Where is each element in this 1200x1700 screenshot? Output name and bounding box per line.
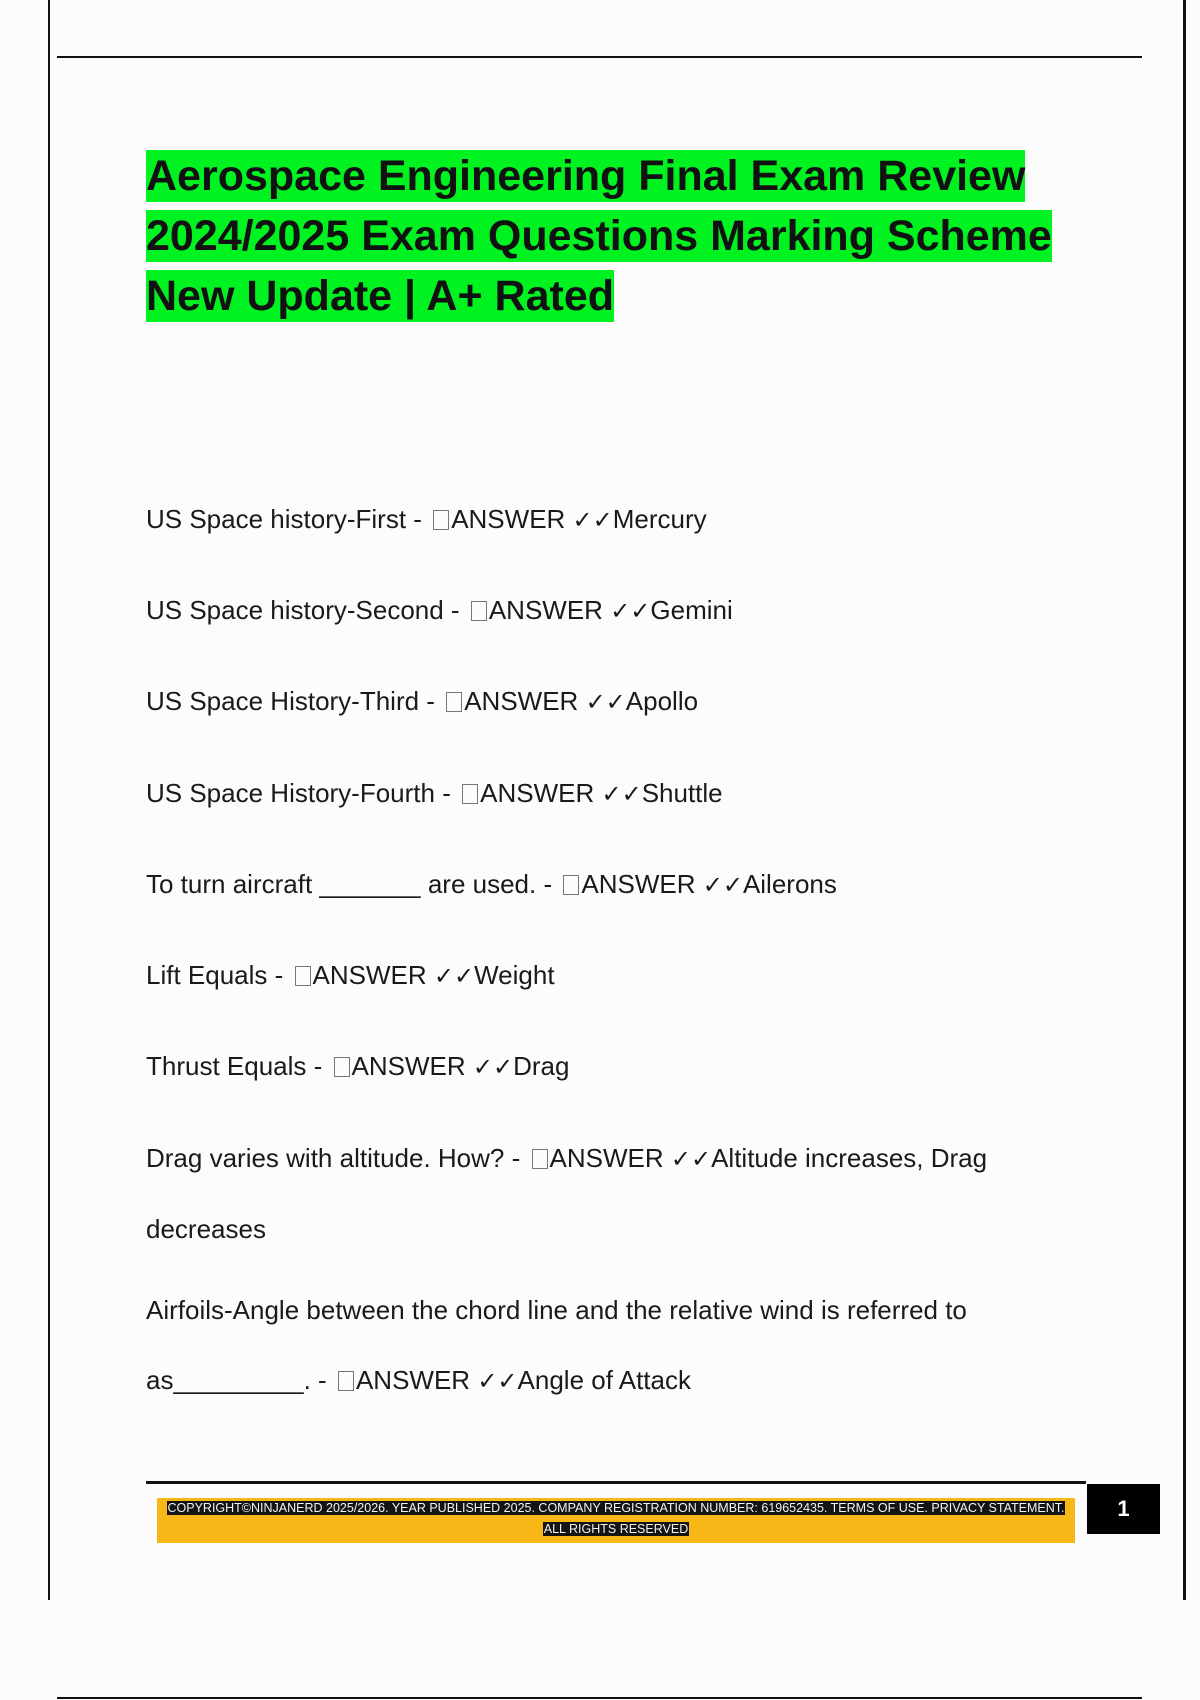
qa-item-8 — [146, 1123, 1086, 1264]
qa-item-3 — [146, 666, 1086, 737]
checkbox-icon — [532, 1149, 548, 1169]
answer-text: Altitude increases, Drag decreases — [146, 1143, 988, 1244]
page-number: 1 — [1087, 1484, 1160, 1534]
copyright-text: COPYRIGHT©NINJANERD 2025/2026. YEAR PUBLISHED 2025. COMPANY REGISTRATION NUMBER: 619652435. TERMS OF USE. PRIVACY STATEMENT. ALL RIGHTS RESERVED — [167, 1501, 1065, 1536]
answer-marker: ANSWER — [488, 595, 603, 625]
qa-item-4 — [146, 758, 1086, 829]
question-text: US Space History-Third - — [146, 686, 435, 716]
double-check-icon: ✓✓ — [670, 1145, 712, 1173]
checkbox-icon — [446, 692, 462, 712]
question-text: Lift Equals - — [146, 960, 284, 990]
answer-text: Ailerons — [742, 869, 837, 899]
answer-marker: ANSWER — [451, 504, 566, 534]
question-text: Thrust Equals - — [146, 1051, 323, 1081]
answer-text: Mercury — [612, 504, 707, 534]
double-check-icon: ✓✓ — [572, 506, 613, 534]
copyright-banner — [157, 1498, 1075, 1543]
answer-text: Weight — [474, 960, 555, 990]
qa-item-6 — [146, 940, 1086, 1011]
question-text: To turn aircraft _______ are used. - — [146, 869, 553, 899]
double-check-icon: ✓✓ — [585, 688, 626, 716]
checkbox-icon — [334, 1057, 350, 1077]
answer-marker: ANSWER — [351, 1051, 466, 1081]
footer-rule — [146, 1481, 1086, 1484]
checkbox-icon — [563, 875, 579, 895]
page-border-right — [1183, 0, 1186, 1600]
question-text: US Space history-First - — [146, 504, 422, 534]
question-text: Drag varies with altitude. How? - — [146, 1143, 521, 1173]
question-text: US Space History-Fourth - — [146, 778, 451, 808]
document-title — [146, 146, 1106, 326]
answer-marker: ANSWER — [464, 686, 579, 716]
checkbox-icon — [471, 601, 487, 621]
page-border-left — [48, 0, 50, 1600]
answer-text: Drag — [513, 1051, 570, 1081]
double-check-icon: ✓✓ — [477, 1367, 518, 1395]
answer-text: Angle of Attack — [517, 1365, 691, 1395]
question-text: US Space history-Second - — [146, 595, 460, 625]
checkbox-icon — [433, 510, 449, 530]
answer-text: Shuttle — [641, 778, 723, 808]
qa-item-1 — [146, 484, 1086, 555]
double-check-icon: ✓✓ — [610, 597, 651, 625]
answer-text: Gemini — [650, 595, 733, 625]
answer-marker: ANSWER — [480, 778, 595, 808]
header-rule — [57, 56, 1142, 58]
checkbox-icon — [338, 1371, 354, 1391]
checkbox-icon — [295, 966, 311, 986]
double-check-icon: ✓✓ — [601, 780, 642, 808]
next-page-rule — [57, 1697, 1142, 1699]
answer-text: Apollo — [625, 686, 699, 716]
qa-item-5 — [146, 849, 1086, 920]
answer-marker: ANSWER — [549, 1143, 664, 1173]
answer-marker: ANSWER — [312, 960, 427, 990]
double-check-icon: ✓✓ — [433, 962, 475, 990]
double-check-icon: ✓✓ — [702, 871, 743, 899]
qa-item-2 — [146, 575, 1086, 646]
double-check-icon: ✓✓ — [472, 1053, 514, 1081]
answer-marker: ANSWER — [355, 1365, 471, 1395]
title-highlight: Aerospace Engineering Final Exam Review 2024/2025 Exam Questions Marking Scheme New Update | A+ Rated — [146, 152, 1052, 320]
qa-item-7 — [146, 1031, 1086, 1102]
checkbox-icon — [462, 784, 478, 804]
answer-marker: ANSWER — [581, 869, 696, 899]
question-text: Airfoils-Angle between the chord line and the relative wind is referred to as_________. - — [146, 1295, 967, 1395]
qa-item-9 — [146, 1275, 1086, 1416]
